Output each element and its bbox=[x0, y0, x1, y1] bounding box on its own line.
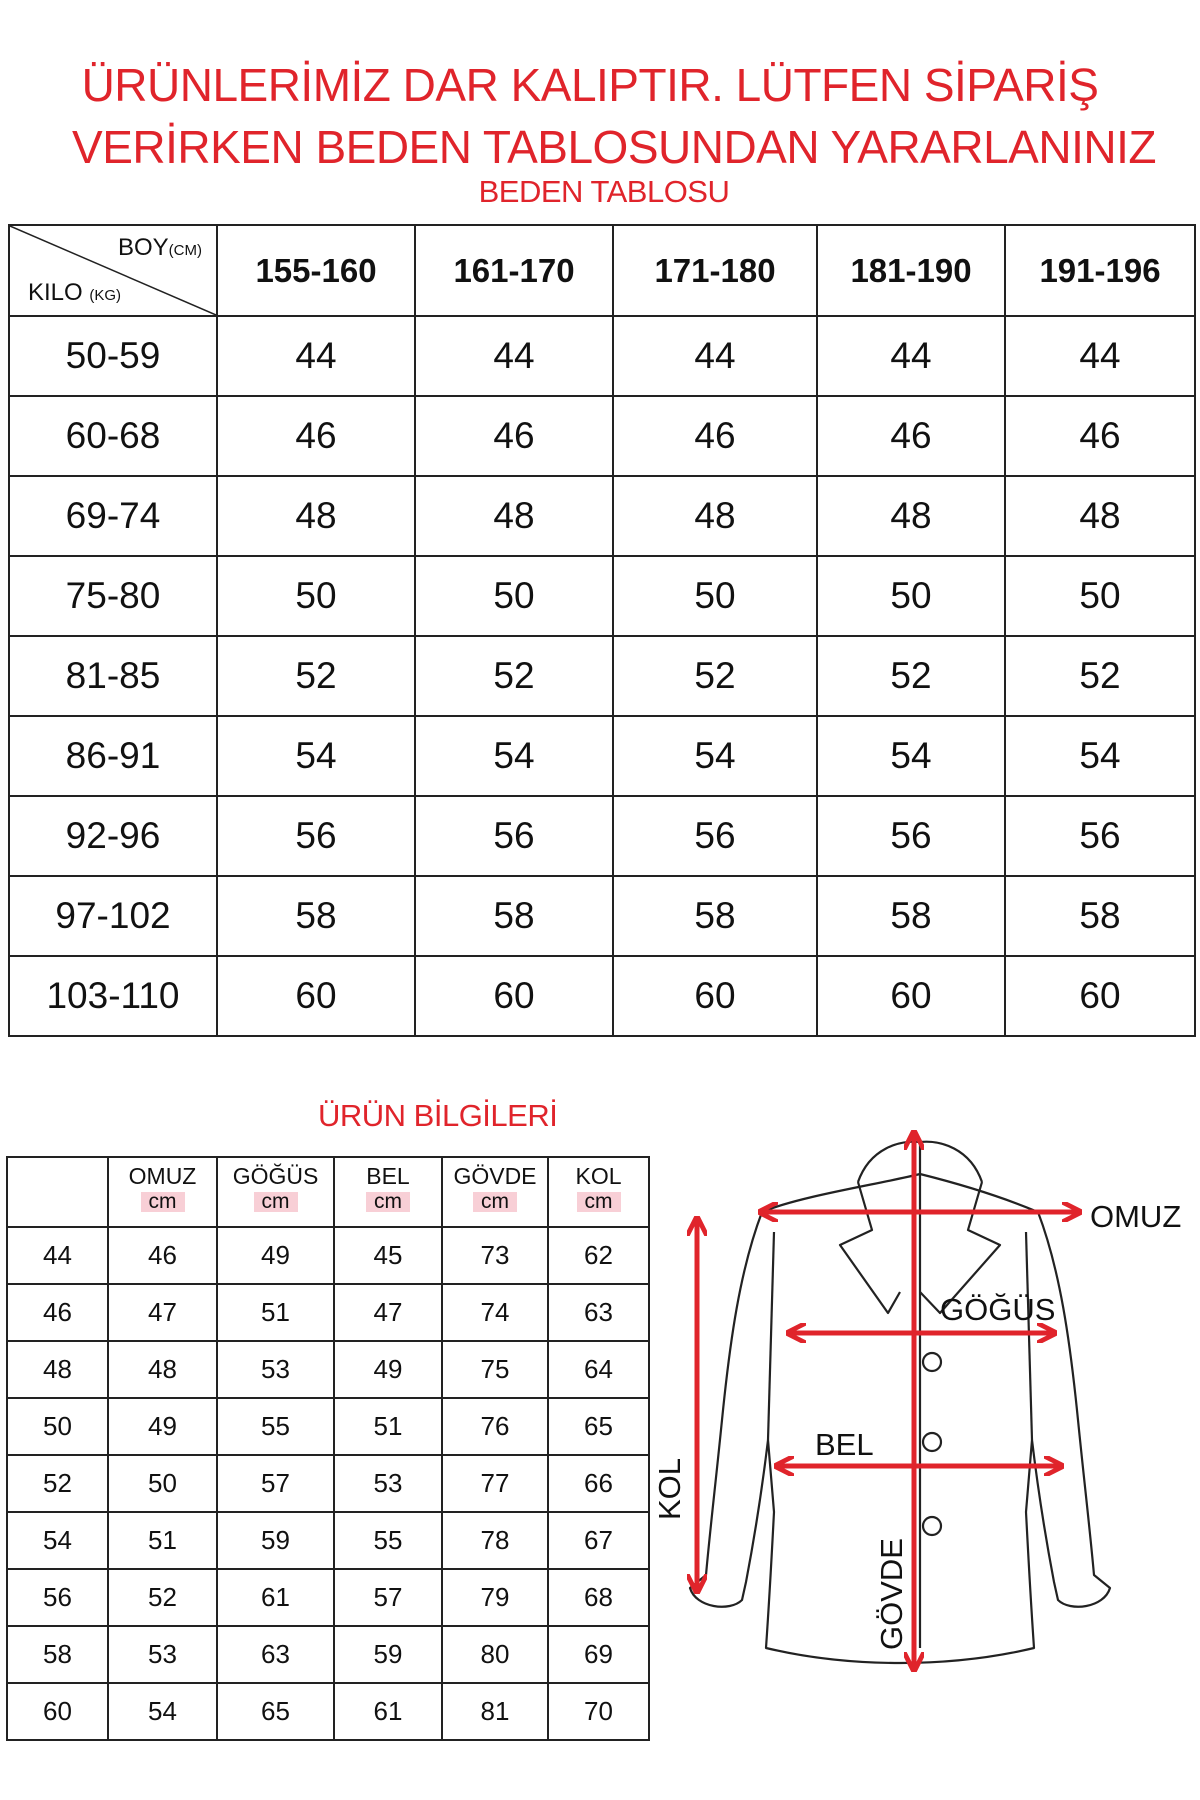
height-column-header: 181-190 bbox=[817, 225, 1005, 316]
bel-label: BEL bbox=[815, 1427, 874, 1462]
size-cell: 54 bbox=[415, 716, 613, 796]
size-label-cell: 58 bbox=[7, 1626, 108, 1683]
measure-value-cell: 55 bbox=[334, 1512, 442, 1569]
measure-unit: cm bbox=[473, 1192, 517, 1212]
measure-value-cell: 59 bbox=[334, 1626, 442, 1683]
measure-column-header bbox=[548, 1157, 649, 1227]
measure-value-cell: 51 bbox=[217, 1284, 334, 1341]
measure-value-cell: 47 bbox=[334, 1284, 442, 1341]
size-label-cell: 60 bbox=[7, 1683, 108, 1740]
measure-value-cell: 49 bbox=[108, 1398, 217, 1455]
product-info-row bbox=[7, 1227, 649, 1284]
size-cell: 54 bbox=[817, 716, 1005, 796]
measure-value-cell: 55 bbox=[217, 1398, 334, 1455]
size-cell: 56 bbox=[217, 796, 415, 876]
size-cell: 50 bbox=[217, 556, 415, 636]
size-table-row bbox=[9, 476, 1195, 556]
measure-value-cell: 53 bbox=[217, 1341, 334, 1398]
measure-value-cell: 67 bbox=[548, 1512, 649, 1569]
measure-value-cell: 57 bbox=[217, 1455, 334, 1512]
product-info-table bbox=[6, 1156, 650, 1741]
measure-value-cell: 73 bbox=[442, 1227, 548, 1284]
size-cell: 60 bbox=[817, 956, 1005, 1036]
size-cell: 48 bbox=[1005, 476, 1195, 556]
measure-value-cell: 63 bbox=[548, 1284, 649, 1341]
size-cell: 58 bbox=[613, 876, 817, 956]
size-cell: 46 bbox=[217, 396, 415, 476]
size-table-row bbox=[9, 636, 1195, 716]
measure-unit: cm bbox=[366, 1192, 410, 1212]
size-table-row bbox=[9, 556, 1195, 636]
size-cell: 54 bbox=[1005, 716, 1195, 796]
measure-value-cell: 47 bbox=[108, 1284, 217, 1341]
weight-range-cell: 69-74 bbox=[9, 476, 217, 556]
size-cell: 56 bbox=[817, 796, 1005, 876]
measure-column-header bbox=[217, 1157, 334, 1227]
size-table bbox=[8, 224, 1196, 1037]
size-cell: 50 bbox=[1005, 556, 1195, 636]
size-cell: 48 bbox=[817, 476, 1005, 556]
measure-column-header bbox=[442, 1157, 548, 1227]
product-info-row bbox=[7, 1455, 649, 1512]
measure-value-cell: 63 bbox=[217, 1626, 334, 1683]
size-table-row bbox=[9, 796, 1195, 876]
size-table-corner bbox=[9, 225, 217, 316]
size-cell: 52 bbox=[817, 636, 1005, 716]
size-cell: 44 bbox=[817, 316, 1005, 396]
height-column-header: 171-180 bbox=[613, 225, 817, 316]
measure-value-cell: 46 bbox=[108, 1227, 217, 1284]
size-cell: 50 bbox=[613, 556, 817, 636]
size-cell: 60 bbox=[1005, 956, 1195, 1036]
measure-value-cell: 70 bbox=[548, 1683, 649, 1740]
size-table-header-row bbox=[9, 225, 1195, 316]
measure-value-cell: 57 bbox=[334, 1569, 442, 1626]
size-cell: 56 bbox=[613, 796, 817, 876]
measure-value-cell: 59 bbox=[217, 1512, 334, 1569]
size-cell: 48 bbox=[613, 476, 817, 556]
notice-line-2: VERİRKEN BEDEN TABLOSUNDAN YARARLANINIZ bbox=[72, 121, 1156, 173]
size-cell: 52 bbox=[613, 636, 817, 716]
measure-unit: cm bbox=[577, 1192, 621, 1212]
weight-range-cell: 75-80 bbox=[9, 556, 217, 636]
measure-value-cell: 78 bbox=[442, 1512, 548, 1569]
product-info-row bbox=[7, 1626, 649, 1683]
measure-value-cell: 48 bbox=[108, 1341, 217, 1398]
measure-value-cell: 75 bbox=[442, 1341, 548, 1398]
size-cell: 46 bbox=[613, 396, 817, 476]
size-cell: 52 bbox=[217, 636, 415, 716]
measure-value-cell: 51 bbox=[334, 1398, 442, 1455]
measure-value-cell: 64 bbox=[548, 1341, 649, 1398]
coat-measurement-diagram bbox=[650, 1120, 1190, 1680]
height-column-header: 191-196 bbox=[1005, 225, 1195, 316]
size-label-cell: 44 bbox=[7, 1227, 108, 1284]
size-label-cell: 54 bbox=[7, 1512, 108, 1569]
measure-value-cell: 49 bbox=[217, 1227, 334, 1284]
weight-range-cell: 92-96 bbox=[9, 796, 217, 876]
measure-value-cell: 50 bbox=[108, 1455, 217, 1512]
measure-unit: cm bbox=[254, 1192, 298, 1212]
measure-name: BEL bbox=[366, 1163, 410, 1189]
product-info-row bbox=[7, 1512, 649, 1569]
measure-value-cell: 61 bbox=[334, 1683, 442, 1740]
measure-name: KOL bbox=[575, 1163, 622, 1189]
measure-value-cell: 81 bbox=[442, 1683, 548, 1740]
size-table-row bbox=[9, 316, 1195, 396]
product-info-row bbox=[7, 1683, 649, 1740]
weight-range-cell: 103-110 bbox=[9, 956, 217, 1036]
height-column-header: 155-160 bbox=[217, 225, 415, 316]
size-table-title: BEDEN TABLOSU bbox=[478, 174, 730, 209]
size-cell: 44 bbox=[1005, 316, 1195, 396]
size-cell: 60 bbox=[415, 956, 613, 1036]
size-cell: 58 bbox=[1005, 876, 1195, 956]
product-info-title: ÜRÜN BİLGİLERİ bbox=[318, 1098, 558, 1133]
measure-value-cell: 69 bbox=[548, 1626, 649, 1683]
size-table-row bbox=[9, 716, 1195, 796]
size-label-cell: 46 bbox=[7, 1284, 108, 1341]
gogus-label: GÖĞÜS bbox=[940, 1292, 1056, 1327]
measure-unit: cm bbox=[141, 1192, 185, 1212]
weight-range-cell: 60-68 bbox=[9, 396, 217, 476]
measure-value-cell: 54 bbox=[108, 1683, 217, 1740]
product-info-corner bbox=[7, 1157, 108, 1227]
measure-value-cell: 74 bbox=[442, 1284, 548, 1341]
corner-height-unit: (CM) bbox=[168, 242, 202, 259]
size-label-cell: 52 bbox=[7, 1455, 108, 1512]
size-cell: 48 bbox=[217, 476, 415, 556]
measure-value-cell: 52 bbox=[108, 1569, 217, 1626]
measure-value-cell: 65 bbox=[548, 1398, 649, 1455]
notice-line-1: ÜRÜNLERİMİZ DAR KALIPTIR. LÜTFEN SİPARİŞ bbox=[81, 59, 1099, 111]
corner-height-text: BOY bbox=[117, 234, 169, 261]
size-table-row bbox=[9, 396, 1195, 476]
size-cell: 54 bbox=[217, 716, 415, 796]
weight-range-cell: 50-59 bbox=[9, 316, 217, 396]
measure-column-header bbox=[108, 1157, 217, 1227]
measure-value-cell: 51 bbox=[108, 1512, 217, 1569]
measure-name: OMUZ bbox=[128, 1163, 197, 1189]
measure-value-cell: 79 bbox=[442, 1569, 548, 1626]
size-label-cell: 50 bbox=[7, 1398, 108, 1455]
size-cell: 56 bbox=[1005, 796, 1195, 876]
measure-value-cell: 68 bbox=[548, 1569, 649, 1626]
size-cell: 44 bbox=[613, 316, 817, 396]
omuz-label: OMUZ bbox=[1090, 1199, 1182, 1234]
measure-value-cell: 62 bbox=[548, 1227, 649, 1284]
measure-value-cell: 45 bbox=[334, 1227, 442, 1284]
height-column-header: 161-170 bbox=[415, 225, 613, 316]
size-cell: 58 bbox=[217, 876, 415, 956]
measure-name: GÖĞÜS bbox=[232, 1163, 319, 1189]
kol-label: KOL bbox=[652, 1457, 687, 1520]
size-cell: 48 bbox=[415, 476, 613, 556]
corner-weight-text: KILO bbox=[28, 279, 83, 306]
size-cell: 58 bbox=[415, 876, 613, 956]
measure-value-cell: 76 bbox=[442, 1398, 548, 1455]
size-cell: 44 bbox=[415, 316, 613, 396]
size-cell: 52 bbox=[1005, 636, 1195, 716]
corner-weight-label bbox=[28, 279, 121, 307]
size-cell: 56 bbox=[415, 796, 613, 876]
measure-value-cell: 49 bbox=[334, 1341, 442, 1398]
product-info-header-row bbox=[7, 1157, 649, 1227]
size-table-row bbox=[9, 876, 1195, 956]
product-info-row bbox=[7, 1398, 649, 1455]
weight-range-cell: 86-91 bbox=[9, 716, 217, 796]
weight-range-cell: 81-85 bbox=[9, 636, 217, 716]
size-cell: 50 bbox=[817, 556, 1005, 636]
size-label-cell: 48 bbox=[7, 1341, 108, 1398]
product-info-row bbox=[7, 1341, 649, 1398]
size-cell: 54 bbox=[613, 716, 817, 796]
product-info-row bbox=[7, 1284, 649, 1341]
measure-name: GÖVDE bbox=[453, 1163, 537, 1189]
corner-weight-unit: (KG) bbox=[89, 287, 122, 304]
measure-value-cell: 66 bbox=[548, 1455, 649, 1512]
govde-label: GÖVDE bbox=[874, 1538, 909, 1650]
size-cell: 50 bbox=[415, 556, 613, 636]
measure-value-cell: 53 bbox=[334, 1455, 442, 1512]
measure-value-cell: 61 bbox=[217, 1569, 334, 1626]
corner-height-label bbox=[118, 234, 202, 262]
size-cell: 46 bbox=[415, 396, 613, 476]
size-cell: 58 bbox=[817, 876, 1005, 956]
measure-value-cell: 65 bbox=[217, 1683, 334, 1740]
size-cell: 60 bbox=[613, 956, 817, 1036]
measure-value-cell: 80 bbox=[442, 1626, 548, 1683]
size-cell: 46 bbox=[1005, 396, 1195, 476]
size-cell: 52 bbox=[415, 636, 613, 716]
size-cell: 60 bbox=[217, 956, 415, 1036]
measure-value-cell: 53 bbox=[108, 1626, 217, 1683]
size-cell: 44 bbox=[217, 316, 415, 396]
measure-column-header bbox=[334, 1157, 442, 1227]
measure-value-cell: 77 bbox=[442, 1455, 548, 1512]
weight-range-cell: 97-102 bbox=[9, 876, 217, 956]
size-cell: 46 bbox=[817, 396, 1005, 476]
product-info-row bbox=[7, 1569, 649, 1626]
size-label-cell: 56 bbox=[7, 1569, 108, 1626]
size-table-row bbox=[9, 956, 1195, 1036]
